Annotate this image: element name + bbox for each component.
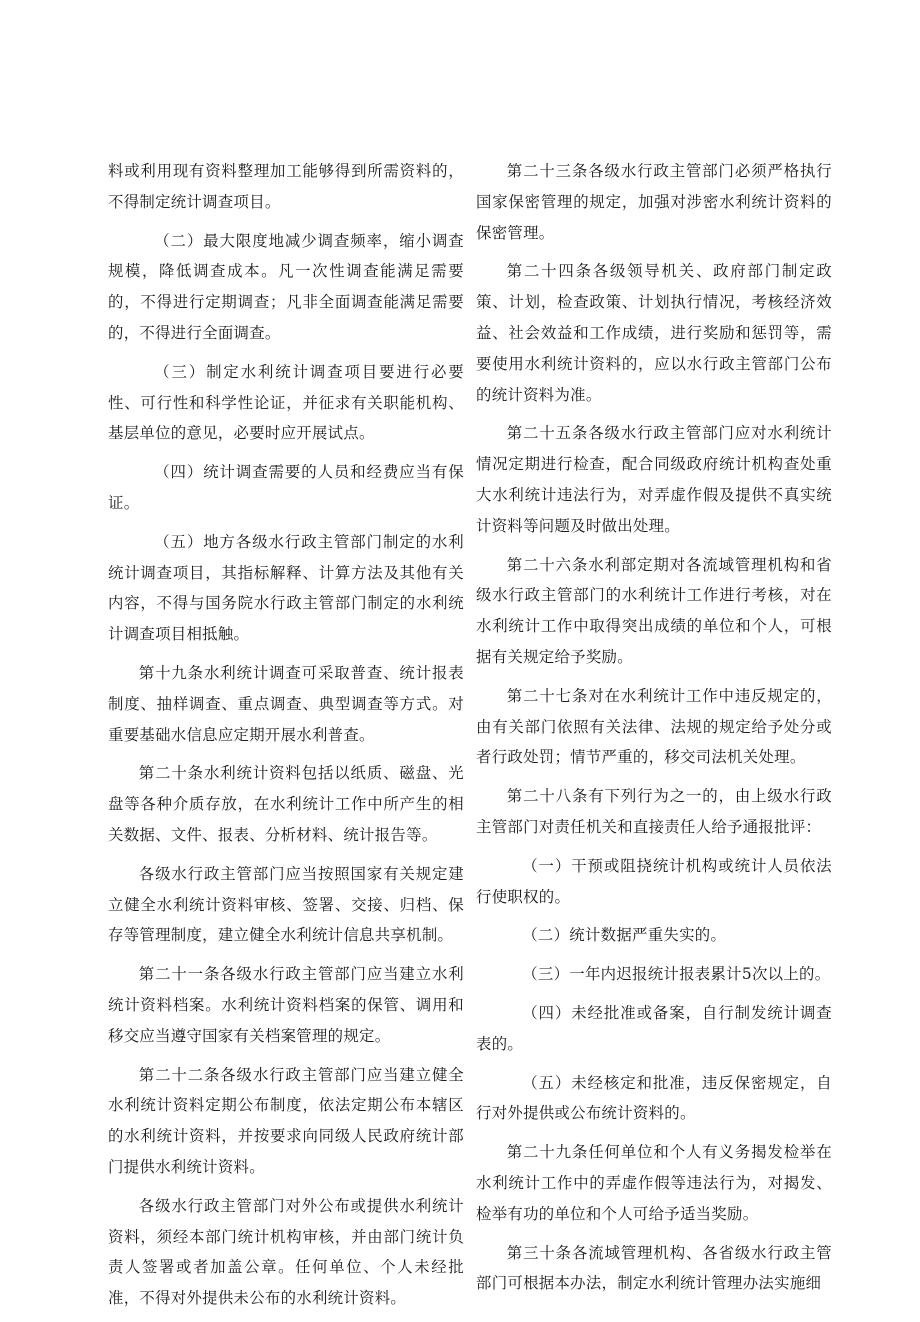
paragraph: 各级水行政主管部门对外公布或提供水利统计资料，须经本部门统计机构审核，并由部门统计负责人签署或者加盖公章。任何单位、个人未经批准，不得对外提供未公布的水利统计资料。 (108, 1196, 464, 1308)
paragraph: （一）干预或阻挠统计机构或统计人员依法行使职权的。 (476, 856, 832, 906)
paragraph: （三）一年内迟报统计报表累计5次以上的。 (522, 965, 831, 984)
paragraph: 第三十条各流域管理机构、各省级水行政主管部门可根据本办法，制定水利统计管理办法实施细 (476, 1243, 832, 1293)
paragraph: （二）统计数据严重失实的。 (522, 926, 727, 945)
paragraph: 第二十九条任何单位和个人有义务揭发检举在水利统计工作中的弄虚作假等违法行为，对揭发、检举有功的单位和个人可给予适当奖励。 (476, 1143, 832, 1223)
paragraph: 第二十七条对在水利统计工作中违反规定的，由有关部门依照有关法律、法规的规定给予处分或者行政处罚；情节严重的，移交司法机关处理。 (476, 686, 832, 767)
paragraph: （四）统计调查需要的人员和经费应当有保证。 (108, 463, 464, 512)
paragraph: 第二十五条各级水行政主管部门应对水利统计情况定期进行检查，配合同级政府统计机构查处重大水利统计违法行为，对弄虚作假及提供不真实统计资料等问题及时做出处理。 (476, 424, 832, 535)
paragraph: 第二十一条各级水行政主管部门应当建立水利统计资料档案。水利统计资料档案的保管、调用和移交应当遵守国家有关档案管理的规定。 (108, 965, 464, 1045)
paragraph: （四）未经批准或备案，自行制发统计调查表的。 (476, 1003, 832, 1053)
paragraph: 第二十二条各级水行政主管部门应当建立健全水利统计资料定期公布制度，依法定期公布本辖区的水利统计资料，并按要求向同级人民政府统计部门提供水利统计资料。 (108, 1065, 464, 1176)
paragraph: 各级水行政主管部门应当按照国家有关规定建立健全水利统计资料审核、签署、交接、归档、保存等管理制度，建立健全水利统计信息共享机制。 (108, 864, 464, 945)
paragraph: 第二十六条水利部定期对各流域管理机构和省级水行政主管部门的水利统计工作进行考核，对在水利统计工作中取得突出成绩的单位和个人，可根据有关规定给予奖励。 (476, 555, 832, 666)
paragraph: 料或利用现有资料整理加工能够得到所需资料的，不得制定统计调查项目。 (108, 162, 464, 211)
paragraph: 第二十条水利统计资料包括以纸质、磁盘、光盘等各种介质存放，在水利统计工作中所产生的相关数据、文件、报表、分析材料、统计报告等。 (108, 764, 464, 844)
right-column (476, 156, 832, 1307)
left-column (108, 156, 464, 1322)
paragraph: 第十九条水利统计调查可采取普查、统计报表制度、抽样调查、重点调查、典型调查等方式。对重要基础水信息应定期开展水利普查。 (108, 663, 464, 744)
paragraph: 第二十八条有下列行为之一的，由上级水行政主管部门对责任机关和直接责任人给予通报批评： (476, 787, 832, 836)
paragraph: 第二十四条各级领导机关、政府部门制定政策、计划，检查政策、计划执行情况，考核经济效益、社会效益和工作成绩，进行奖励和惩罚等，需要使用水利统计资料的，应以水行政主管部门公布的统计资料为准。 (476, 262, 832, 404)
paragraph: （五）地方各级水行政主管部门制定的水利统计调查项目，其指标解释、计算方法及其他有关内容，不得与国务院水行政主管部门制定的水利统计调查项目相抵触。 (108, 532, 464, 644)
paragraph: （二）最大限度地减少调查频率，缩小调查规模，降低调查成本。凡一次性调查能满足需要的，不得进行定期调查；凡非全面调查能满足需要的，不得进行全面调查。 (108, 231, 464, 342)
paragraph: 第二十三条各级水行政主管部门必须严格执行国家保密管理的规定，加强对涉密水利统计资料的保密管理。 (476, 162, 832, 242)
paragraph: （五）未经核定和批准，违反保密规定，自行对外提供或公布统计资料的。 (476, 1073, 832, 1123)
paragraph: （三）制定水利统计调查项目要进行必要性、可行性和科学性论证，并征求有关职能机构、基层单位的意见，必要时应开展试点。 (108, 362, 464, 443)
